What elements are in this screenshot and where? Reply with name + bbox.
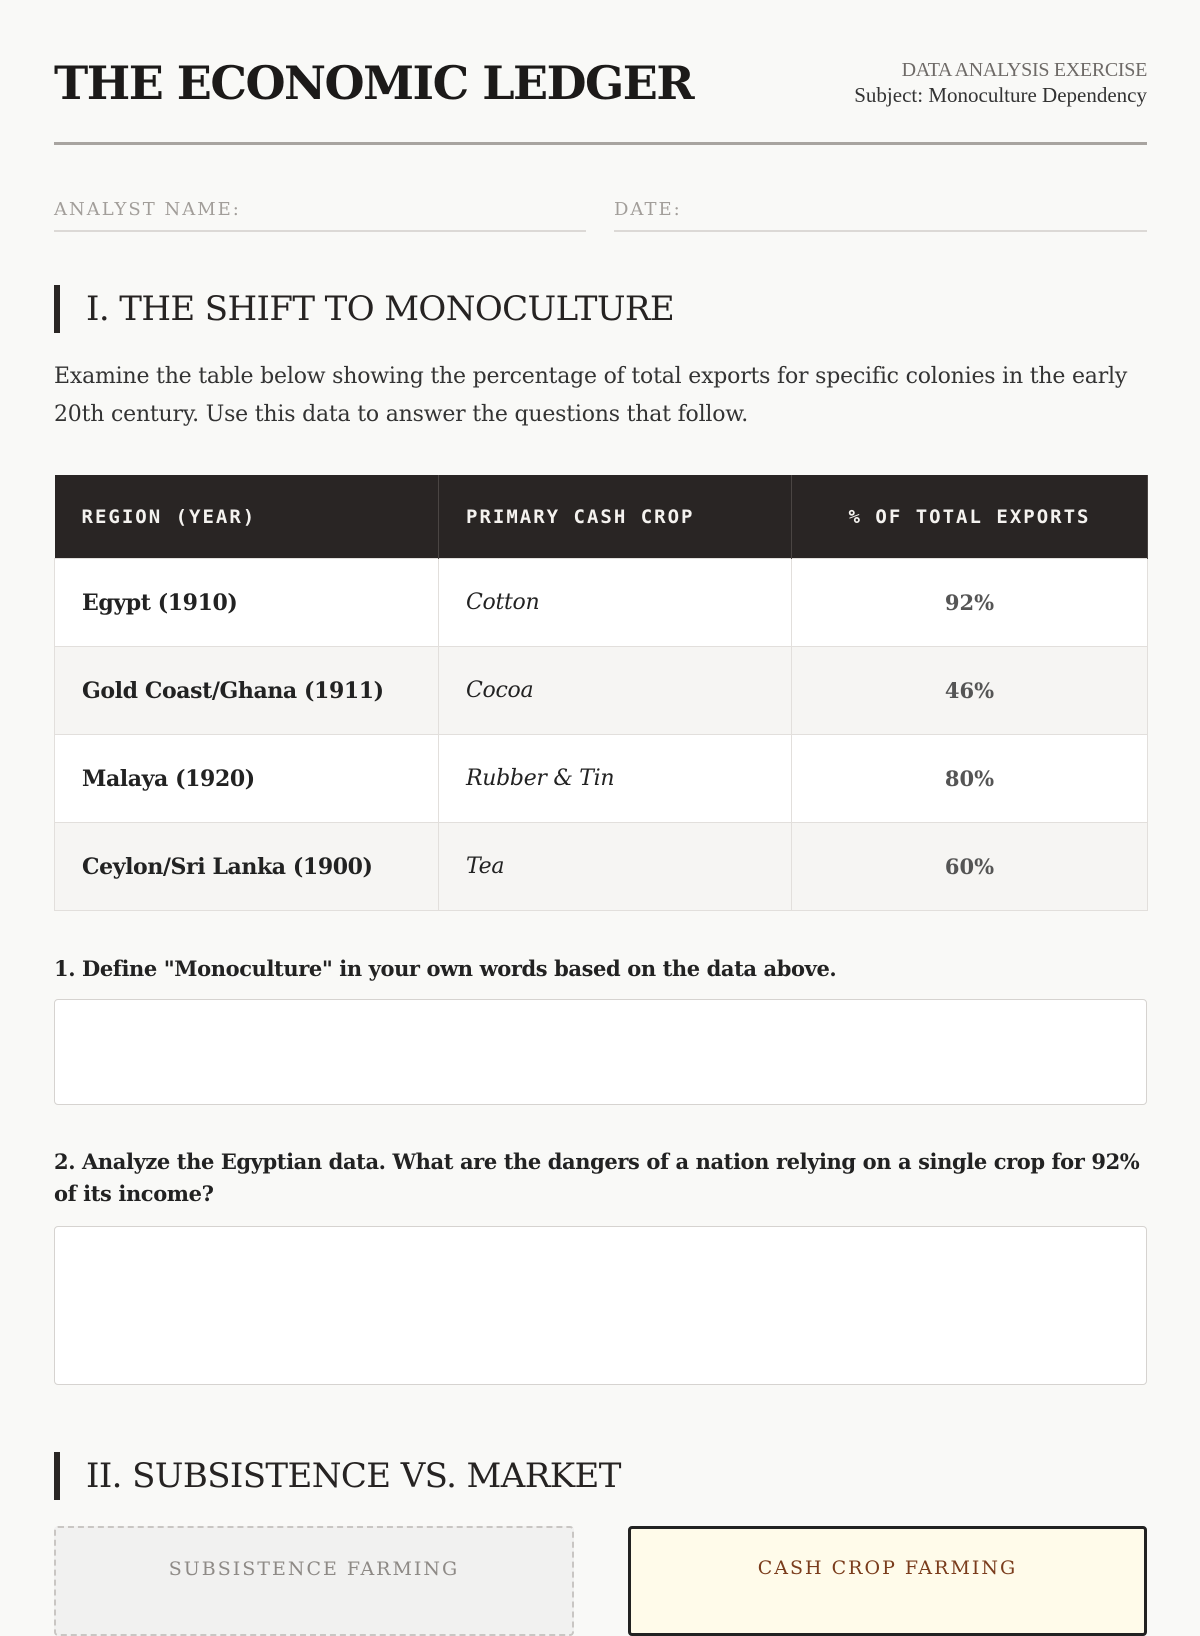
crop-cell: Rubber & Tin	[439, 735, 792, 823]
question-1: 1. Define "Monoculture" in your own words based on the data above.	[54, 956, 837, 981]
cash-crop-farming-card: CASH CROP FARMING	[628, 1526, 1147, 1636]
section-title: II. SUBSISTENCE VS. MARKET	[86, 1456, 621, 1496]
section-heading	[54, 1452, 1153, 1500]
percent-cell: 80%	[792, 735, 1148, 823]
page-title: THE ECONOMIC LEDGER	[54, 56, 694, 110]
student-fields	[54, 190, 1147, 232]
crop-cell: Cotton	[439, 559, 792, 647]
section-title: I. THE SHIFT TO MONOCULTURE	[86, 289, 675, 329]
masthead	[54, 52, 1147, 145]
answer-box-1[interactable]	[54, 999, 1147, 1105]
table-row	[55, 735, 1148, 823]
region-cell: Gold Coast/Ghana (1911)	[55, 647, 439, 735]
column-header-percent: % OF TOTAL EXPORTS	[792, 475, 1148, 559]
region-cell: Malaya (1920)	[55, 735, 439, 823]
answer-box-2[interactable]	[54, 1226, 1147, 1385]
column-header-region: REGION (YEAR)	[55, 475, 439, 559]
question-2: 2. Analyze the Egyptian data. What are the dangers of a nation relying on a single crop for 92% of its income?	[54, 1149, 1140, 1206]
section-heading	[54, 285, 1153, 333]
crop-cell: Cocoa	[439, 647, 792, 735]
table-row	[55, 823, 1148, 911]
percent-cell: 92%	[792, 559, 1148, 647]
intro-paragraph: Examine the table below showing the percentage of total exports for specific colonies in the early 20th century. Use this data to answer the questions that follow.	[54, 364, 1128, 427]
table-header-row	[55, 475, 1148, 559]
column-header-crop: PRIMARY CASH CROP	[439, 475, 792, 559]
region-cell: Egypt (1910)	[55, 559, 439, 647]
region-cell: Ceylon/Sri Lanka (1900)	[55, 823, 439, 911]
crop-cell: Tea	[439, 823, 792, 911]
analyst-name-field[interactable]: ANALYST NAME:	[54, 190, 586, 232]
date-field[interactable]: DATE:	[614, 190, 1147, 232]
table-row	[55, 559, 1148, 647]
percent-cell: 46%	[792, 647, 1148, 735]
table-row	[55, 647, 1148, 735]
percent-cell: 60%	[792, 823, 1148, 911]
exercise-label: DATA ANALYSIS EXERCISE	[901, 59, 1147, 81]
exports-table	[54, 475, 1148, 911]
masthead-meta	[854, 58, 1147, 108]
subject-line: Subject: Monoculture Dependency	[854, 83, 1147, 107]
subsistence-farming-card: SUBSISTENCE FARMING	[54, 1526, 574, 1636]
